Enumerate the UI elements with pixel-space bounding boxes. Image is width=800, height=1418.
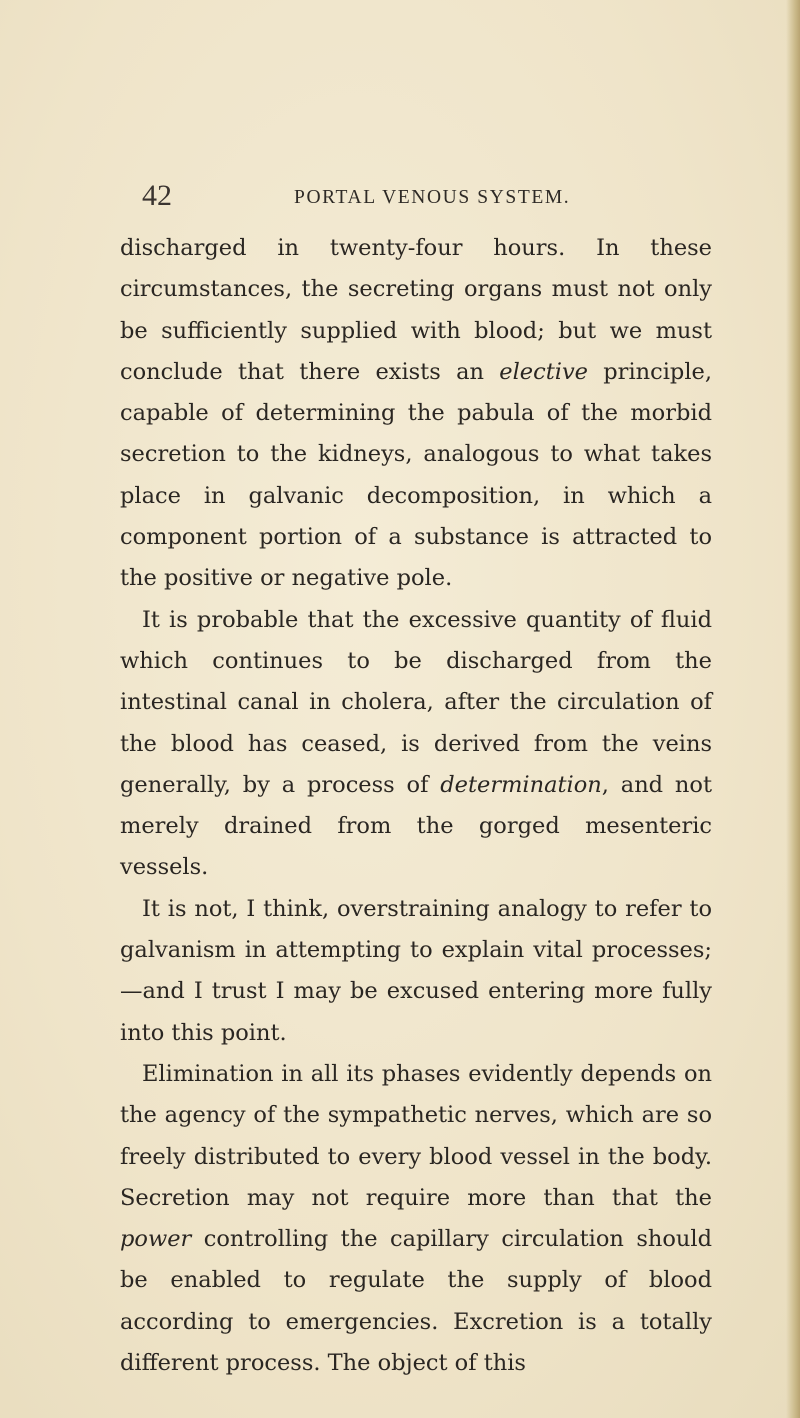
emphasis-elective: elective <box>499 358 588 385</box>
body-text <box>120 228 712 1384</box>
paragraph-3: It is not, I think, overstraining analogy to refer to galvanism in attempting to explain vital processes;—and I trust I may be excused entering more fully into this point. <box>120 895 712 1046</box>
emphasis-power: power <box>120 1226 192 1253</box>
emphasis-determination: determination <box>440 771 602 798</box>
page-edge <box>786 0 800 1418</box>
paragraph-2: It is probable that the excessive quantity of fluid which continues to be discharged from the intestinal canal in cholera, after the circulation of the blood has ceased, is derived from the veins generally, by a process of determination, and not merely drained from the gorged mesenteric vessels. <box>120 606 713 881</box>
paragraph-1: discharged in twenty-four hours. In these circumstances, the secreting organs must not only be sufficiently supplied with blood; but we must conclude that there exists an elective principle, capable of determining the pabula of the morbid secretion to the kidneys, analogous to what takes place in galvanic decomposition, in which a component portion of a substance is attracted to the positive or negative pole. <box>120 235 712 592</box>
page-number: 42 <box>142 179 172 212</box>
paragraph-4: Elimination in all its phases evidently depends on the agency of the sympathetic nerves, which are so freely distributed to every blood vessel in the body. Secretion may not require more than that the power controlling the capillary circulation should be enabled to regulate the supply of blood according to emergencies. Excretion is a totally different process. The object of this <box>120 1060 712 1377</box>
running-head: PORTAL VENOUS SYSTEM. <box>294 187 571 208</box>
page-header <box>118 178 718 214</box>
